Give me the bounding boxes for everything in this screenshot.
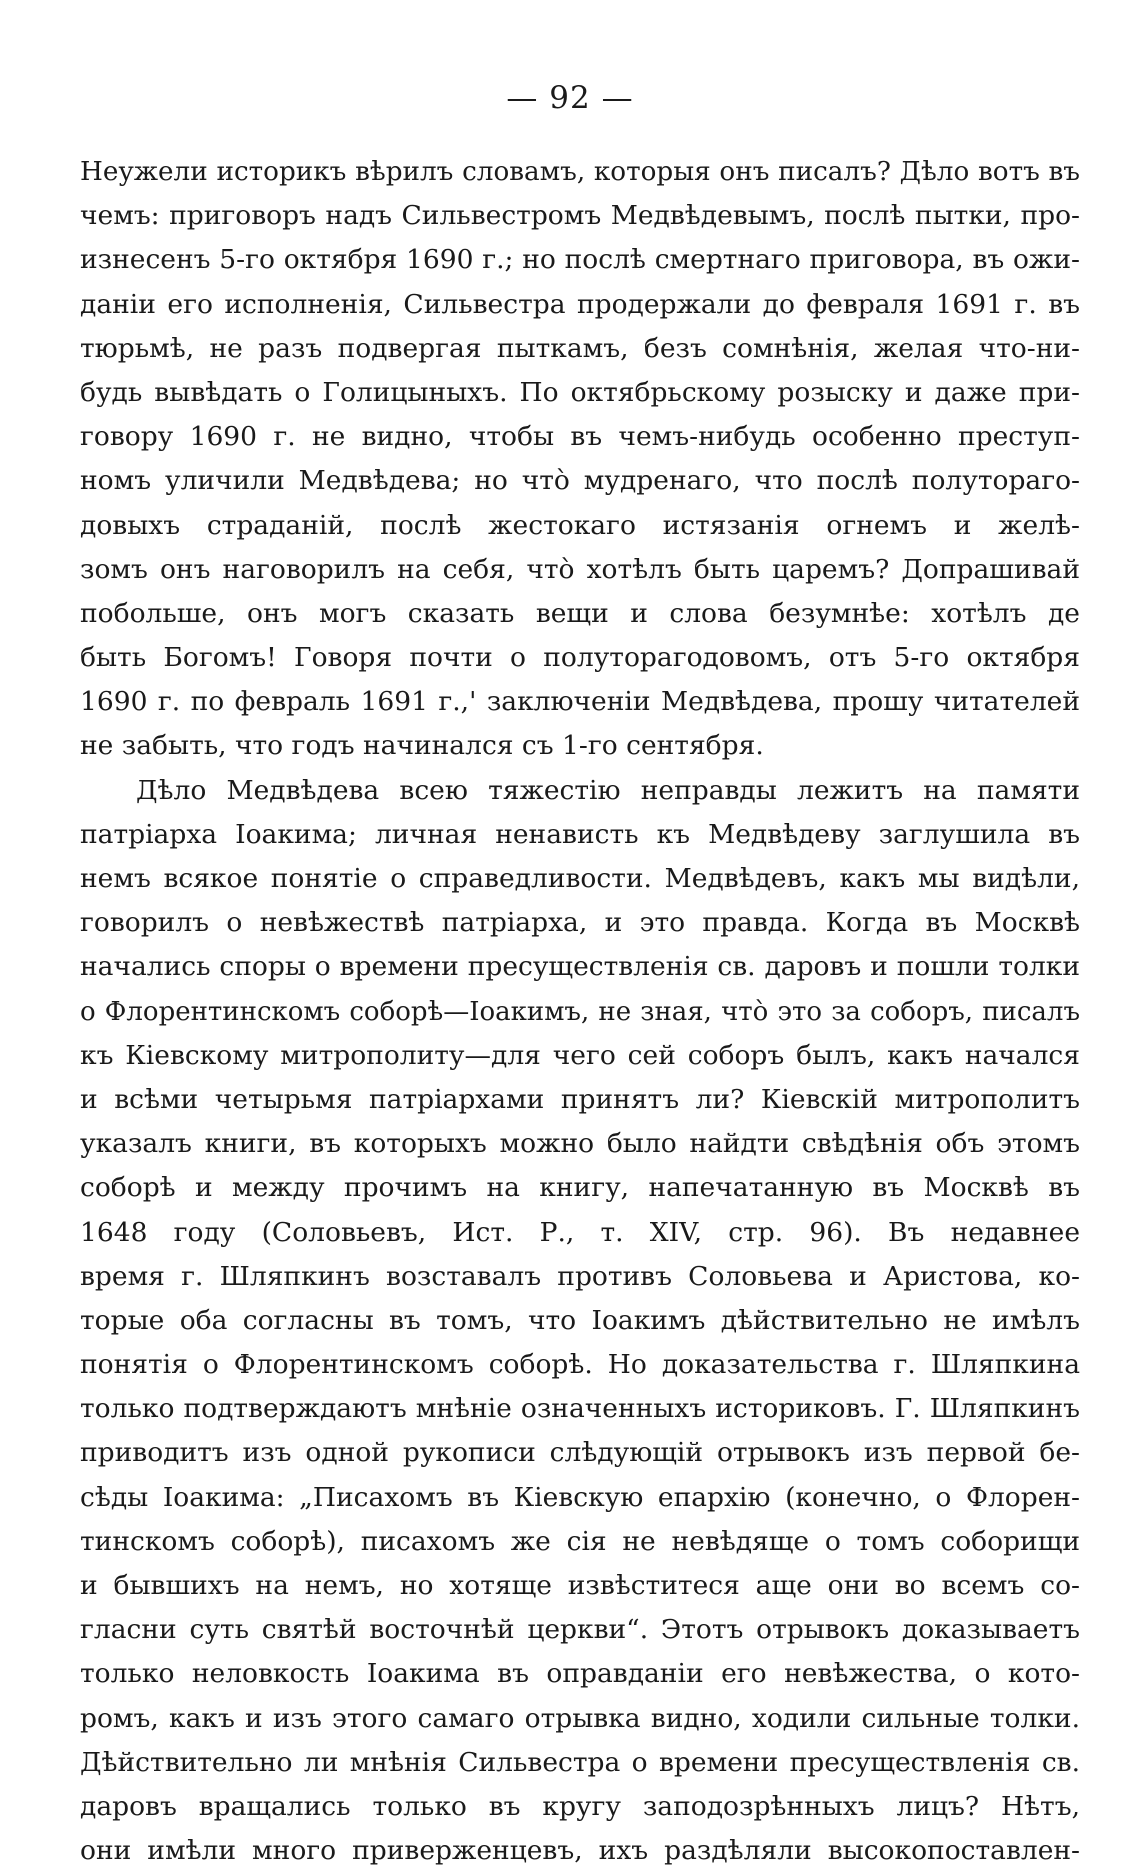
text-line: довыхъ страданiй, послѣ жестокаго истязанiя огнемъ и желѣ- — [80, 509, 1080, 541]
text-line: ромъ, какъ и изъ этого самаго отрывка видно, ходили сильные толки. — [80, 1702, 1080, 1734]
text-line: говору 1690 г. не видно, чтобы въ чемъ-нибудь особенно преступ- — [80, 421, 1080, 453]
body-text — [80, 150, 1080, 1873]
paragraph-2 — [80, 769, 1080, 1873]
text-line: и бывшихъ на немъ, но хотяще извѣститеся аще они во всемъ со- — [80, 1570, 1080, 1601]
text-line: 1648 году (Соловьевъ, Ист. Р., т. XIV, стр. 96). Въ недавнее — [80, 1216, 1080, 1248]
text-line: и всѣми четырьмя патрiархами принятъ ли? Кiевскiй митрополитъ — [80, 1083, 1080, 1115]
text-line: Дѣйствительно ли мнѣнiя Сильвестра о времени пресуществленiя св. — [80, 1746, 1080, 1778]
text-line: зомъ онъ наговорилъ на себя, что̀ хотѣлъ быть царемъ? Допрашивай — [80, 553, 1080, 585]
text-line: понятiя о Флорентинскомъ соборѣ. Но доказательства г. Шляпкина — [80, 1349, 1080, 1381]
text-line: они имѣли много приверженцевъ, ихъ раздѣляли высокопоставлен- — [80, 1835, 1080, 1867]
text-line: сѣды Iоакима: „Писахомъ въ Кiевскую епархiю (конечно, о Флорен- — [80, 1481, 1080, 1513]
text-line: соборѣ и между прочимъ на книгу, напечатанную въ Москвѣ въ — [80, 1172, 1080, 1204]
text-line: только подтверждаютъ мнѣнiе означенныхъ историковъ. Г. Шляпкинъ — [80, 1393, 1080, 1425]
text-line: говорилъ о невѣжествѣ патрiарха, и это правда. Когда въ Москвѣ — [80, 907, 1080, 939]
text-line: указалъ книги, въ которыхъ можно было найдти свѣдѣнiя объ этомъ — [80, 1128, 1080, 1160]
text-line: тюрьмѣ, не разъ подвергая пыткамъ, безъ сомнѣнiя, желая что-ни- — [80, 332, 1080, 364]
text-line: о Флорентинскомъ соборѣ—Iоакимъ, не зная, что̀ это за соборъ, писалъ — [80, 996, 1080, 1027]
text-line: начались споры о времени пресуществленiя св. даровъ и пошли толки — [80, 951, 1080, 983]
text-line: будь вывѣдать о Голицыныхъ. По октябрьскому розыску и даже при- — [80, 376, 1080, 408]
text-line: только неловкость Iоакима въ оправданiи его невѣжества, о кото- — [80, 1658, 1080, 1690]
text-line: немъ всякое понятiе о справедливости. Медвѣдевъ, какъ мы видѣли, — [80, 863, 1080, 894]
page-number: — 92 — — [506, 80, 634, 116]
text-line: побольше, онъ могъ сказать вещи и слова безумнѣе: хотѣлъ де — [80, 597, 1080, 629]
text-line: торые оба согласны въ томъ, что Iоакимъ дѣйствительно не имѣлъ — [80, 1304, 1080, 1336]
text-line: номъ уличили Медвѣдева; но что̀ мудренаго, что послѣ полутораго- — [80, 465, 1080, 497]
text-line: Дѣло Медвѣдева всею тяжестiю неправды лежитъ на памяти — [136, 774, 1080, 806]
text-line: данiи его исполненiя, Сильвестра продержали до февраля 1691 г. въ — [80, 288, 1080, 320]
text-line: чемъ: приговоръ надъ Сильвестромъ Медвѣдевымъ, послѣ пытки, про- — [80, 200, 1080, 232]
text-line: изнесенъ 5-го октября 1690 г.; но послѣ смертнаго приговора, въ ожи- — [80, 244, 1080, 276]
text-line: приводитъ изъ одной рукописи слѣдующiй отрывокъ изъ первой бе- — [80, 1437, 1080, 1469]
paragraph-1 — [80, 150, 1080, 769]
text-line: быть Богомъ! Говоря почти о полуторагодовомъ, отъ 5-го октября — [80, 642, 1080, 674]
text-line: къ Кiевскому митрополиту—для чего сей соборъ былъ, какъ начался — [80, 1039, 1080, 1071]
text-line: 1690 г. по февраль 1691 г.,' заключенiи Медвѣдева, прошу читателей — [80, 686, 1080, 718]
text-line: даровъ вращались только въ кругу заподозрѣнныхъ лицъ? Нѣтъ, — [80, 1790, 1080, 1822]
text-line: гласни суть святѣй восточнѣй церкви“. Этотъ отрывокъ доказываетъ — [80, 1614, 1080, 1646]
text-line: тинскомъ соборѣ), писахомъ же сiя не невѣдяще о томъ соборищи — [80, 1525, 1080, 1557]
text-line: не забыть, что годъ начинался съ 1-го сентября. — [80, 730, 764, 762]
text-line: время г. Шляпкинъ возставалъ противъ Соловьева и Аристова, ко- — [80, 1260, 1080, 1292]
text-line: патрiарха Iоакима; личная ненависть къ Медвѣдеву заглушила въ — [80, 818, 1080, 850]
text-line: Неужели историкъ вѣрилъ словамъ, которыя онъ писалъ? Дѣло вотъ въ — [80, 157, 1080, 187]
